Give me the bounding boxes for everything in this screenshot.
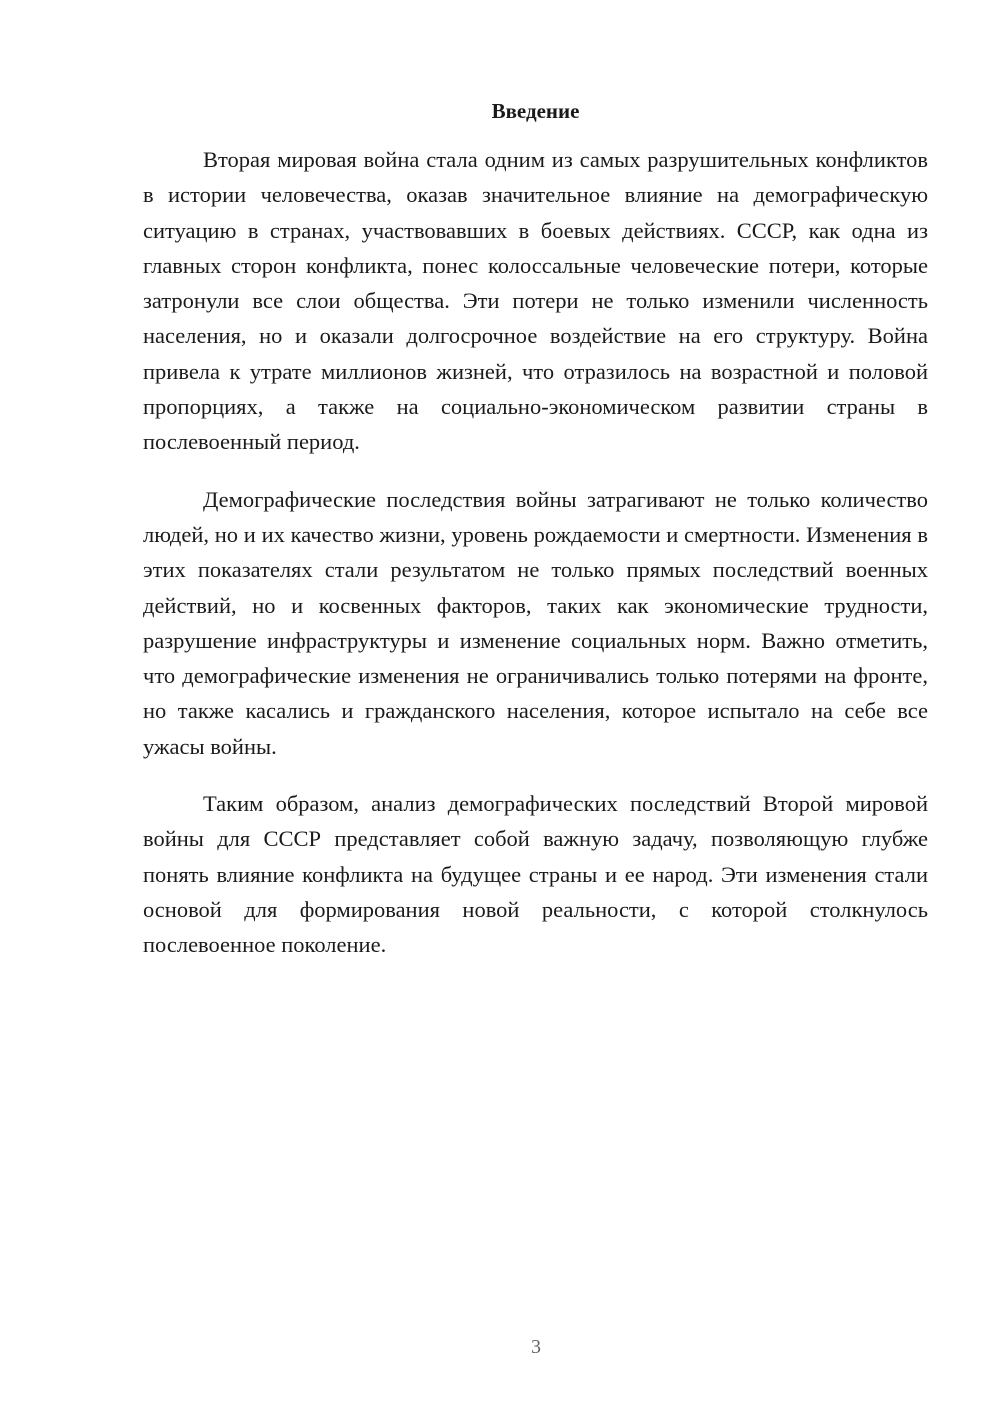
paragraph-1: Вторая мировая война стала одним из самых разрушительных конфликтов в истории человечества, оказав значительное влияние на демографическую ситуацию в странах, участвовавших в боевых действиях. СССР, как одна из главных сторон конфликта, понес колоссальные человеческие потери, которые затронули все слои общества. Эти потери не только изменили численность населения, но и оказали долгосрочное воздействие на его структуру. Война привела к утрате миллионов жизней, что отразилось на возрастной и половой пропорциях, а также на социально-экономическом развитии страны в послевоенный период. [143,147,928,455]
paragraph-2: Демографические последствия войны затрагивают не только количество людей, но и их качество жизни, уровень рождаемости и смертности. Изменения в этих показателях стали результатом не только прямых последствий военных действий, но и косвенных факторов, таких как экономические трудности, разрушение инфраструктуры и изменение социальных норм. Важно отметить, что демографические изменения не ограничивались только потерями на фронте, но также касались и гражданского населения, которое испытало на себе все ужасы войны. [143,486,928,759]
page-number: 3 [531,1336,541,1358]
paragraph-3: Таким образом, анализ демографических последствий Второй мировой войны для СССР представляет собой важную задачу, позволяющую глубже понять влияние конфликта на будущее страны и ее народ. Эти изменения стали основой для формирования новой реальности, с которой столкнулось послевоенное поколение. [143,791,928,958]
page-title: Введение [491,99,580,123]
body-text [143,142,928,985]
